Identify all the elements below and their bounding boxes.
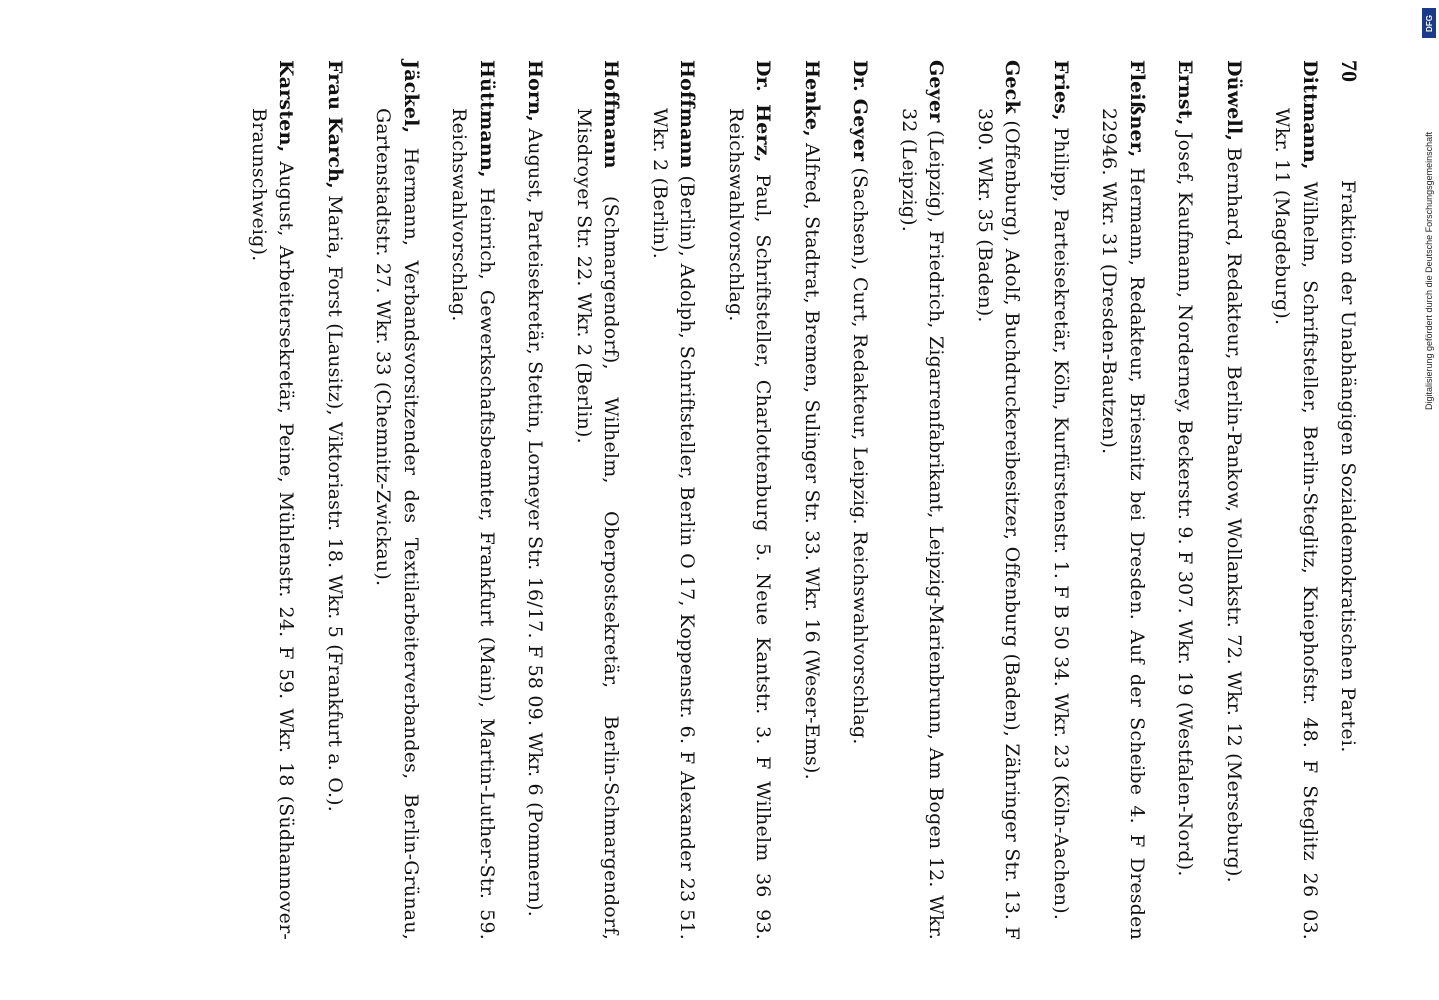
member-name: Karsten, (275, 60, 298, 153)
member-name: Ernst, (1174, 60, 1197, 126)
member-entry (570, 60, 625, 940)
member-name: Hüttmann, (476, 60, 498, 178)
member-entry (722, 60, 777, 940)
document-page (75, 60, 1375, 940)
member-details: Philipp, Parteisekretär, Köln, Kurfürstenstr. 1. F B 50 34. Wkr. 23 (Köln-Aachen). (1050, 120, 1072, 921)
member-entry (321, 60, 349, 940)
member-name: Fleißner, (1126, 60, 1148, 158)
member-entry (646, 60, 701, 940)
member-details: Wilhelm, Schriftsteller, Berlin-Steglitz, Kniephofstr. 48. F Steglitz 26 03. Wkr. 11 (Magdeburg). (1271, 108, 1321, 940)
member-details: Maria, Forst (Lausitz), Viktoriastr. 18. Wkr. 5 (Frankfurt a. O.). (324, 188, 346, 813)
member-name: Dr. Geyer (849, 60, 872, 162)
member-name: Horn, (524, 60, 547, 123)
member-name: Geck (1001, 60, 1024, 114)
member-entry (1171, 60, 1199, 940)
member-name: Geyer (925, 60, 948, 123)
member-entry (798, 60, 826, 940)
digitization-credit: Digitalisierung gefördert durch die Deutsche Forschungsgemeinschaft (1424, 131, 1434, 410)
member-details: (Sachsen), Curt, Redakteur, Leipzig. Reichswahlvorschlag. (849, 161, 872, 745)
member-details: (Berlin), Adolph, Schriftsteller, Berlin O 17, Koppenstr. 6. F Alexander 23 51. Wkr. 2 (Berlin). (649, 108, 699, 940)
member-name: Dr. Herz, (752, 60, 775, 163)
member-name: Jäckel, (400, 60, 422, 134)
member-details: August, Arbeitersekretär, Peine, Mühlenstr. 24. F 59. Wkr. 18 (Südhannover-Braunschweig). (248, 108, 298, 940)
member-details: Bernhard, Redakteur, Berlin-Pankow, Wollankstr. 72. Wkr. 12 (Merseburg). (1223, 141, 1245, 883)
page-header (1323, 60, 1375, 940)
member-entry (1095, 60, 1150, 940)
page-number: 70 (1337, 60, 1362, 82)
member-details: Hermann, Redakteur, Briesnitz bei Dresden. Auf der Scheibe 4. F Dresden 22946. Wkr. 31 (Dresden-Bautzen). (1098, 108, 1148, 940)
member-name: Frau Karch, (324, 60, 346, 189)
member-details: Heinrich, Gewerkschaftsbeamter, Frankfurt (Main), Martin-Luther-Str. 59. Reichswahlvorschlag. (448, 108, 498, 940)
member-entry (846, 60, 874, 940)
member-name: Dittmann, (1299, 60, 1321, 170)
member-name: Fries, (1050, 60, 1072, 121)
member-entry (971, 60, 1026, 940)
member-details: Alfred, Stadtrat, Bremen, Sulinger Str. 33. Wkr. 16 (Weser-Ems). (801, 136, 823, 780)
member-entry (521, 60, 549, 940)
dfg-logo: DFG (1422, 8, 1436, 38)
member-details: (Offenburg), Adolf, Buchdruckereibesitzer, Offenburg (Baden), Zähringer Str. 13. F 390. Wkr. 35 (Baden). (974, 108, 1024, 940)
member-name: Hoffmann (600, 60, 623, 169)
member-name: Henke, (801, 60, 823, 137)
member-name: Hoffmann (676, 60, 699, 169)
member-entry (895, 60, 950, 940)
member-details: Josef, Kaufmann, Norderney, Beckerstr. 9. F 307. Wkr. 19 (Westfalen-Nord). (1174, 125, 1197, 877)
member-details: (Schmargendorf), Wilhelm, Oberpostsekretär, Berlin-Schmargendorf, Misdroyer Str. 22. Wkr. 2 (Berlin). (573, 108, 623, 940)
member-entry (1268, 60, 1323, 940)
member-details: Hermann, Verbandsvorsitzender des Textilarbeiterverbandes, Berlin-Grünau, Gartenstadtstr. 27. Wkr. 33 (Chemnitz-Zwickau). (372, 108, 422, 940)
member-entry (369, 60, 424, 940)
member-entry (445, 60, 500, 940)
member-name: Düwell, (1223, 60, 1245, 142)
member-details: Paul, Schriftsteller, Charlottenburg 5. Neue Kantstr. 3. F Wilhelm 36 93. Reichswahlvorschlag. (725, 108, 775, 940)
member-entry (245, 60, 300, 940)
member-details: (Leipzig), Friedrich, Zigarrenfabrikant, Leipzig-Marienbrunn, Am Bogen 12. Wkr. 32 (Leipzig). (898, 108, 948, 940)
running-title: Fraktion der Unabhängigen Sozialdemokratischen Partei. (1337, 180, 1359, 753)
member-entry (1047, 60, 1075, 940)
member-details: August, Parteisekretär, Stettin, Lorneyer Str. 16/17. F 58 09. Wkr. 6 (Pommern). (524, 122, 547, 917)
member-entry (1220, 60, 1248, 940)
